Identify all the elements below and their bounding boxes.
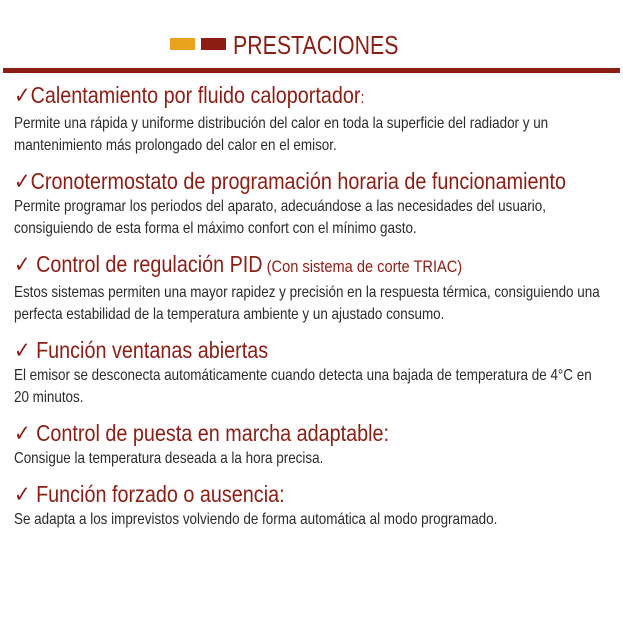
feature-title xyxy=(14,479,530,509)
feature-title xyxy=(14,249,530,282)
feature-title-text: Control de regulación PID xyxy=(36,251,263,277)
check-icon: ✓ xyxy=(14,420,37,446)
red-square-icon xyxy=(201,38,226,50)
feature-item xyxy=(14,479,614,531)
feature-title-text: Función forzado o ausencia: xyxy=(36,481,285,507)
feature-item xyxy=(14,418,614,470)
feature-title xyxy=(14,335,530,365)
feature-item xyxy=(14,80,614,157)
feature-title-text: Calentamiento por fluido caloportador xyxy=(30,82,361,108)
feature-title-text: Función ventanas abiertas xyxy=(36,337,269,363)
feature-title xyxy=(14,166,567,196)
feature-description: El emisor se desconecta automáticamente cuando detecta una bajada de temperatura de 4°C en 20 minutos. xyxy=(14,367,592,406)
feature-item xyxy=(14,166,614,240)
feature-description: Se adapta a los imprevistos volviendo de forma automática al modo programado. xyxy=(14,511,498,528)
check-icon: ✓ xyxy=(14,337,37,363)
check-icon: ✓ xyxy=(14,82,31,108)
check-icon: ✓ xyxy=(14,251,37,277)
feature-description: Permite programar los periodos del aparato, adecuándose a las necesidades del usuario, consiguiendo de esta forma el máximo confort con el mínimo gasto. xyxy=(14,198,546,237)
check-icon: ✓ xyxy=(14,481,37,507)
feature-title-text: Control de puesta en marcha adaptable: xyxy=(36,420,390,446)
feature-item xyxy=(14,335,614,409)
feature-title xyxy=(14,418,530,448)
orange-square-icon xyxy=(170,38,195,50)
features-list xyxy=(14,80,614,540)
feature-title-suffix: : xyxy=(360,88,365,107)
feature-item xyxy=(14,249,614,326)
feature-description: Permite una rápida y uniforme distribución del calor en toda la superficie del radiador y un mantenimiento más prolongado del calor en el emisor. xyxy=(14,115,549,154)
feature-description: Estos sistemas permiten una mayor rapidez y precisión en la respuesta térmica, consiguiendo una perfecta estabilidad de la temperatura ambiente y un ajustado consumo. xyxy=(14,284,600,323)
check-icon: ✓ xyxy=(14,168,31,194)
feature-description: Consigue la temperatura deseada a la hora precisa. xyxy=(14,450,324,467)
feature-title-text: Cronotermostato de programación horaria de funcionamiento xyxy=(30,168,567,194)
feature-title-note: (Con sistema de corte TRIAC) xyxy=(262,257,463,276)
section-title: PRESTACIONES xyxy=(233,30,399,60)
section-header xyxy=(0,28,623,62)
feature-title xyxy=(14,80,530,113)
header-divider xyxy=(3,68,620,73)
